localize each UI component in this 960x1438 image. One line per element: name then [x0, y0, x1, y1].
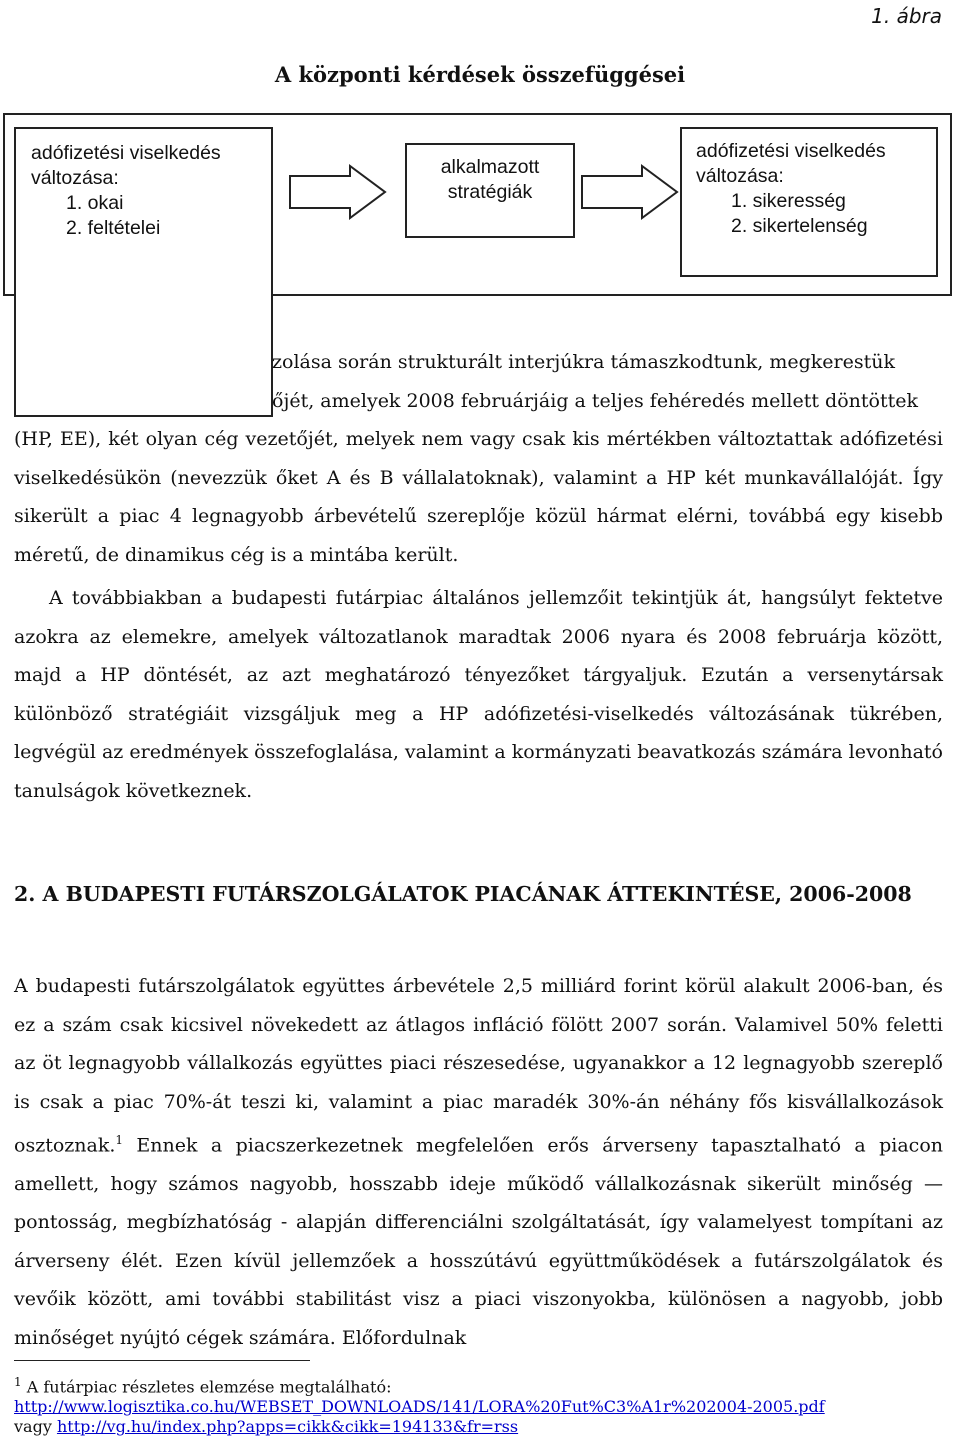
text-span: Ennek a piacszerkezetnek megfelelően erős árverseny tapasztalható a piacon amellett, hogy számos nagyobb, hosszabb ideje működő vállalkozásnak sikerült minőség — pontosság, megbízhatóság - alapján differenciálni szolgáltatását, így valamelyest tompítani az árverseny élét. Ezen kívül jellemzőek a hosszútávú együttműködések a futárszolgálatok és vevőik között, ami további stabilitást visz a piaci viszonyokba, különösen a nagyobb, jobb minőséget nyújtó cégek számára. Előfordulnak — [14, 1134, 943, 1349]
right-arrow-icon — [288, 164, 388, 220]
footnote-link-logisztika[interactable]: http://www.logisztika.co.hu/WEBSET_DOWNLOADS/141/LORA%20Fut%C3%A1r%202004-2005.pdf — [14, 1397, 825, 1417]
figure-label: 1. ábra — [871, 4, 942, 28]
section-heading: 2. A BUDAPESTI FUTÁRSZOLGÁLATOK PIACÁNAK ÁTTEKINTÉSE, 2006-2008 — [14, 882, 912, 906]
text-span: A budapesti futárszolgálatok együttes árbevétele 2,5 milliárd forint körül alakult 2006-ban, és ez a szám csak kicsivel növekedett az átlagos infláció fölött 2007 során. Valamivel 50% feletti az öt legnagyobb vállalkozás együttes piaci részesedése, ugyanakkor a 12 legnagyobb szereplő is csak a piac 70%-át teszi ki, valamint a piac maradék 30%-án néhány fős kisvállalkozások osztoznak. — [14, 975, 943, 1157]
text-line: zolása során strukturált interjúkra támaszkodtunk, megkerestük — [272, 351, 895, 373]
strategies-line: stratégiák — [447, 181, 533, 203]
outcomes-item: 2. sikertelenség — [731, 215, 868, 237]
footnote-text: A futárpiac részletes elemzése megtalálható: — [21, 1377, 392, 1397]
outcomes-list — [696, 189, 936, 239]
text-block: (HP, EE), két olyan cég vezetőjét, melyek nem vagy csak kis mértékben változtattak adófizetési viselkedésükön (nevezzük őket A és B vállalatoknak), valamint a HP két munkavállalóját. Így sikerült a piac 4 legnagyobb árbevételű szereplője közül hármat elérni, továbbá egy kisebb méretű, de dinamikus cég is a mintába került. — [14, 428, 943, 566]
outcomes-item: 1. sikeresség — [731, 190, 846, 212]
figure-title: A központi kérdések összefüggései — [274, 62, 686, 87]
text-line: őjét, amelyek 2008 februárjáig a teljes fehéredés mellett döntöttek — [272, 389, 918, 412]
paragraph-outline: A továbbiakban a budapesti futárpiac általános jellemzőit tekintjük át, hangsúlyt fektetve azokra az elemekre, amelyek változatlanok maradtak 2006 nyara és 2008 februárja között, majd a HP döntését, az azt meghatározó tényezőket tárgyaljuk. Ezután a versenytársak különböző stratégiáit vizsgáljuk meg a HP adófizetési-viselkedés változásának tükrében, legvégül az eredmények összefoglalása, valamint a kormányzati beavatkozás számára levonható tanulságok következnek. — [14, 587, 943, 802]
causes-item: 1. okai — [66, 192, 124, 214]
footnote-or: vagy — [14, 1417, 57, 1437]
footnote-link-vg[interactable]: http://vg.hu/index.php?apps=cikk&cikk=194133&fr=rss — [56, 1417, 519, 1437]
footnote-divider — [14, 1360, 310, 1361]
paragraph-methodology — [14, 343, 943, 574]
right-arrow-icon — [580, 164, 680, 220]
paragraph-market-overview — [14, 967, 943, 1357]
strategies-box — [405, 143, 575, 238]
causes-list — [31, 191, 271, 241]
causes-box-heading: adófizetési viselkedés változása: — [31, 142, 221, 189]
outcomes-box — [680, 127, 938, 277]
footnote — [14, 1372, 825, 1437]
strategies-line: alkalmazott — [440, 156, 540, 178]
footnote-number: 1 — [14, 1375, 22, 1389]
outcomes-box-heading: adófizetési viselkedés változása: — [696, 140, 886, 187]
causes-item: 2. feltételei — [66, 217, 161, 239]
footnote-ref[interactable]: 1 — [115, 1133, 124, 1147]
